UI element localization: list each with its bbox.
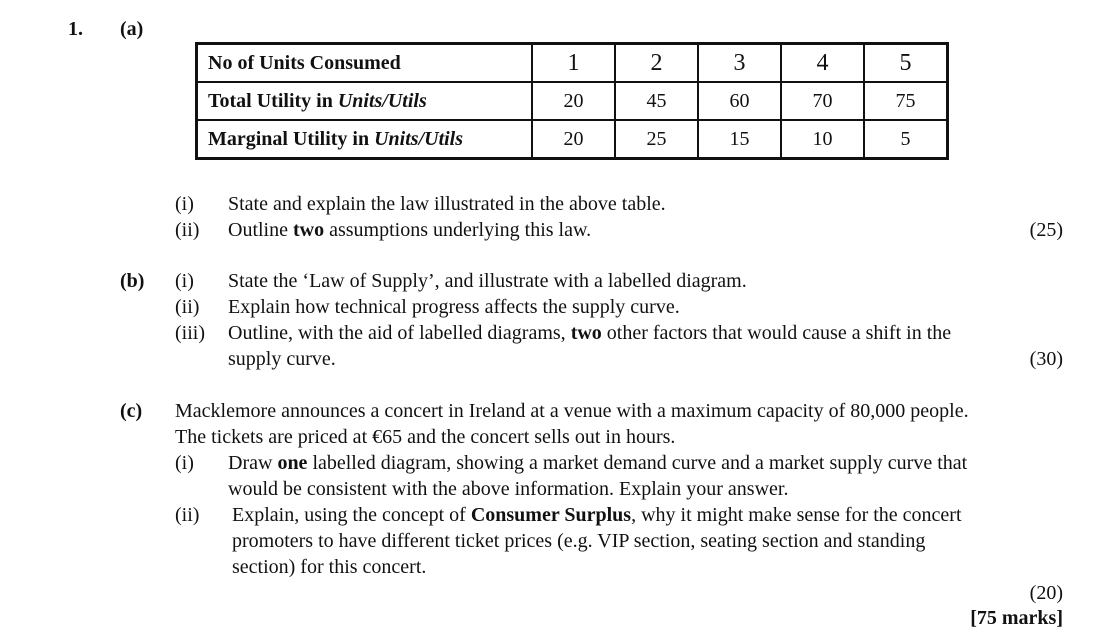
part-c-item-i-num: (i)	[175, 452, 194, 474]
cell: 2	[615, 44, 698, 83]
row-label-marginal-utility: Marginal Utility in Units/Utils	[197, 120, 533, 159]
row-label-total-utility: Total Utility in Units/Utils	[197, 82, 533, 120]
part-c-label: (c)	[120, 400, 143, 422]
part-c-item-ii-text: Explain, using the concept of Consumer Surplus, why it might make sense for the concert	[232, 504, 962, 526]
cell: 10	[781, 120, 864, 159]
cell: 75	[864, 82, 948, 120]
part-c-intro-line2: The tickets are priced at €65 and the concert sells out in hours.	[175, 426, 676, 448]
cell: 4	[781, 44, 864, 83]
part-c-item-i-text: Draw one labelled diagram, showing a market demand curve and a market supply curve that	[228, 452, 968, 474]
part-a-item-ii-text: Outline two assumptions underlying this law.	[228, 219, 592, 241]
part-b-item-iii-num: (iii)	[175, 322, 205, 344]
cell: 5	[864, 120, 948, 159]
cell: 15	[698, 120, 781, 159]
table-row-total-utility	[197, 82, 948, 120]
cell: 20	[532, 82, 615, 120]
cell: 70	[781, 82, 864, 120]
cell: 3	[698, 44, 781, 83]
part-c-item-ii-text-line2: promoters to have different ticket prices (e.g. VIP section, seating section and standing	[232, 530, 926, 552]
table-row-marginal-utility	[197, 120, 948, 159]
part-a-label: (a)	[120, 18, 144, 40]
part-a-item-i-num: (i)	[175, 193, 194, 215]
row-label-units: No of Units Consumed	[197, 44, 533, 83]
part-c-item-ii-text-line3: section) for this concert.	[232, 556, 427, 578]
utility-table	[195, 42, 949, 160]
cell: 60	[698, 82, 781, 120]
part-b-item-ii-num: (ii)	[175, 296, 200, 318]
part-b-item-i-text: State the ‘Law of Supply’, and illustrate with a labelled diagram.	[228, 270, 747, 292]
cell: 25	[615, 120, 698, 159]
cell: 1	[532, 44, 615, 83]
part-a-item-i-text: State and explain the law illustrated in the above table.	[228, 193, 666, 215]
total-marks: [75 marks]	[970, 607, 1063, 629]
part-b-label: (b)	[120, 270, 145, 292]
cell: 5	[864, 44, 948, 83]
cell: 20	[532, 120, 615, 159]
part-c-item-ii-num: (ii)	[175, 504, 200, 526]
part-c-intro-line1: Macklemore announces a concert in Ireland at a venue with a maximum capacity of 80,000 people.	[175, 400, 969, 422]
cell: 45	[615, 82, 698, 120]
table-row-units	[197, 44, 948, 83]
part-c-item-i-text-line2: would be consistent with the above information. Explain your answer.	[228, 478, 789, 500]
part-b-item-i-num: (i)	[175, 270, 194, 292]
part-b-item-iii-text: Outline, with the aid of labelled diagrams, two other factors that would cause a shift in the	[228, 322, 952, 344]
part-b-item-ii-text: Explain how technical progress affects the supply curve.	[228, 296, 680, 318]
part-a-item-ii-num: (ii)	[175, 219, 200, 241]
part-c-marks: (20)	[1029, 582, 1063, 604]
part-b-marks: (30)	[1029, 348, 1063, 370]
part-b-item-iii-text-line2: supply curve.	[228, 348, 336, 370]
part-a-marks: (25)	[1029, 219, 1063, 241]
question-number: 1.	[68, 18, 83, 40]
